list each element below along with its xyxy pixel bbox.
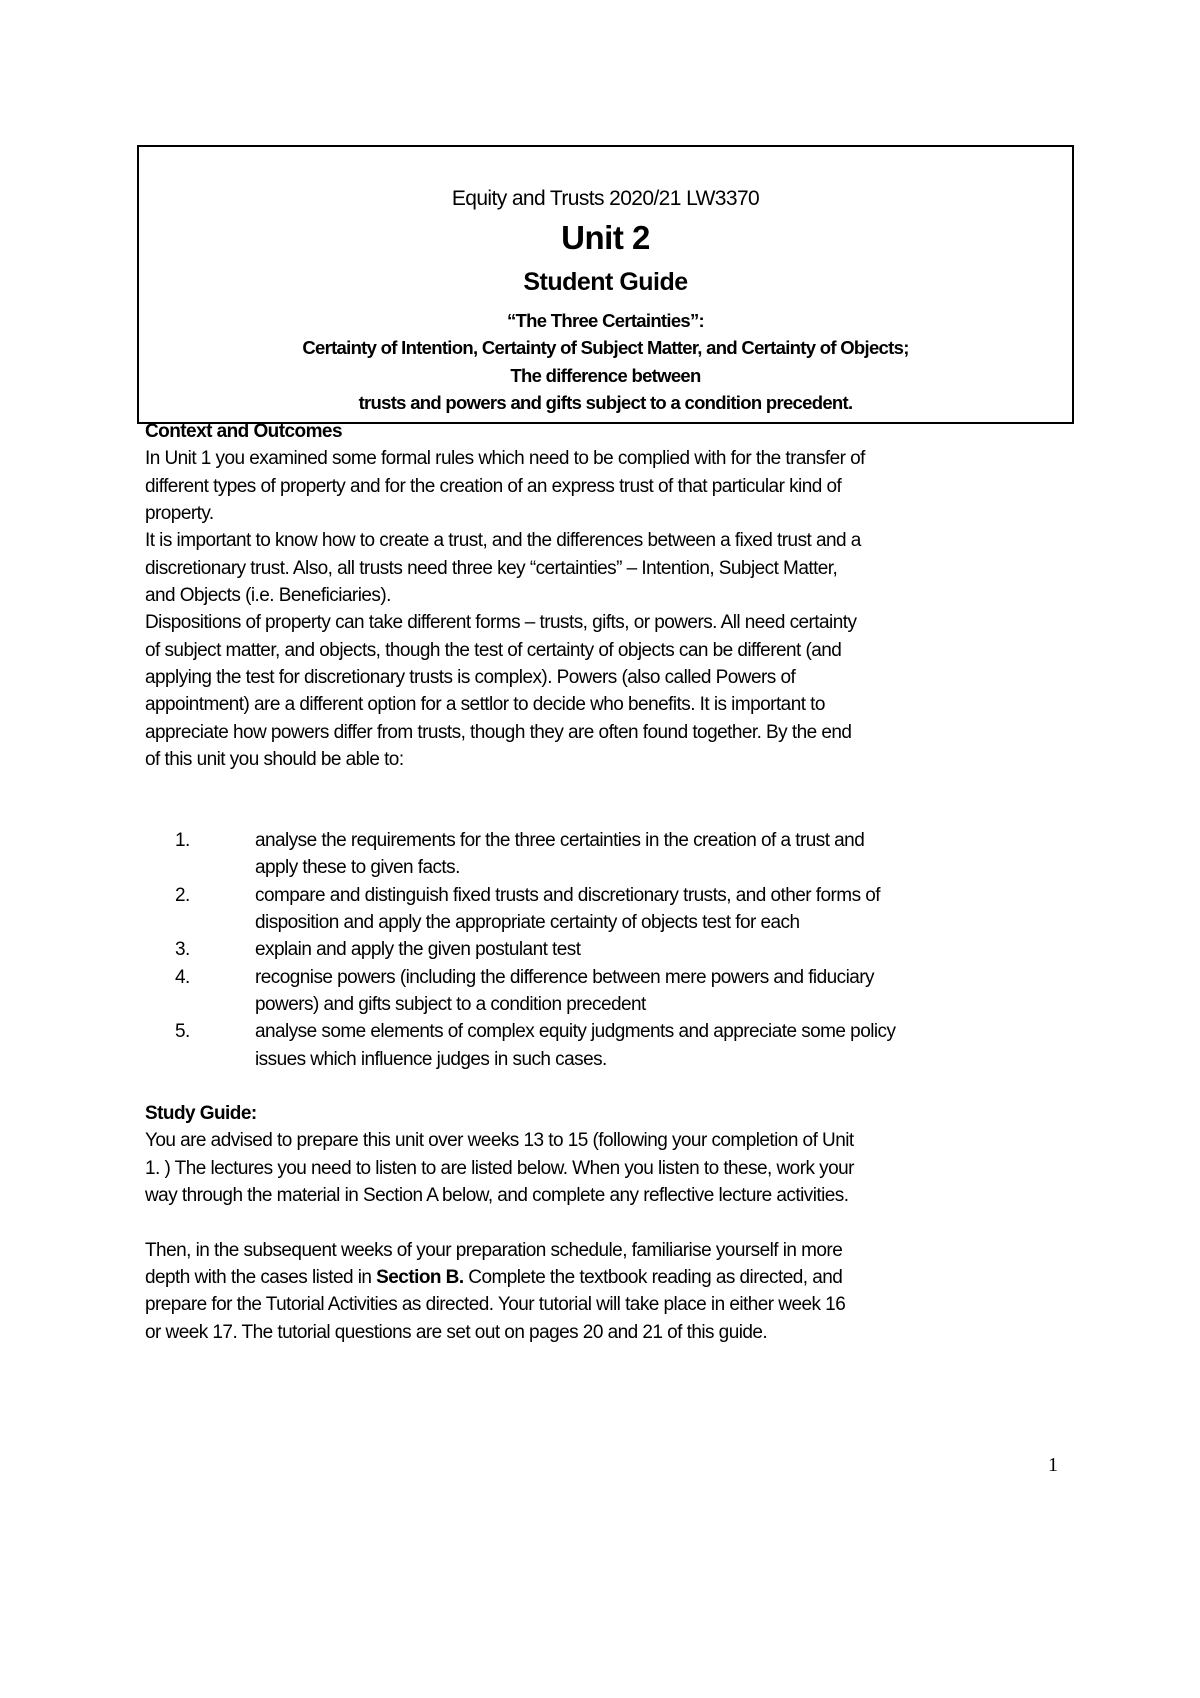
text-line: or week 17. The tutorial questions are set out on pages 20 and 21 of this guide. <box>145 1321 768 1343</box>
section-b-reference: Section B. <box>376 1267 464 1289</box>
list-item <box>145 882 895 937</box>
text-segment: depth with the cases listed in <box>145 1267 377 1289</box>
page-number: 1 <box>1048 1454 1058 1476</box>
text-line: applying the test for discretionary trusts is complex). Powers (also called Powers of <box>145 667 796 689</box>
text-line: Then, in the subsequent weeks of your preparation schedule, familiarise yourself in more <box>145 1239 843 1261</box>
list-text: issues which influence judges in such cases. <box>255 1048 607 1070</box>
list-number: 2. <box>175 884 190 906</box>
list-item <box>145 827 895 882</box>
list-number: 1. <box>175 830 190 851</box>
text-line: 1. ) The lectures you need to listen to are listed below. When you listen to these, work your <box>145 1157 854 1179</box>
text-line: and Objects (i.e. Beneficiaries). <box>145 585 391 607</box>
subtitle-line: “The Three Certainties”: <box>506 310 705 331</box>
study-guide-section <box>145 1100 854 1346</box>
list-text: disposition and apply the appropriate certainty of objects test for each <box>255 912 800 934</box>
list-number: 3. <box>175 939 190 961</box>
list-number: 5. <box>175 1021 190 1043</box>
list-text: recognise powers (including the difference between mere powers and fiduciary <box>255 966 874 988</box>
list-item <box>145 964 895 1019</box>
text-line: Dispositions of property can take different forms – trusts, gifts, or powers. All need certainty <box>145 612 857 634</box>
study-guide-heading: Study Guide: <box>145 1103 257 1124</box>
list-text: analyse some elements of complex equity judgments and appreciate some policy <box>255 1021 896 1043</box>
unit-title: Unit 2 <box>561 219 650 256</box>
text-line: appointment) are a different option for a settlor to decide who benefits. It is important to <box>145 694 825 716</box>
text-line: You are advised to prepare this unit over weeks 13 to 15 (following your completion of Unit <box>145 1130 854 1152</box>
text-line: different types of property and for the creation of an express trust of that particular kind of <box>145 475 842 497</box>
list-item <box>145 936 895 963</box>
text-line <box>145 1264 854 1291</box>
list-text: analyse the requirements for the three certainties in the creation of a trust and <box>255 830 865 851</box>
text-line: property. <box>145 503 214 525</box>
list-number: 4. <box>175 966 190 988</box>
context-heading: Context and Outcomes <box>145 421 342 442</box>
list-text: explain and apply the given postulant test <box>255 939 581 961</box>
context-section <box>145 418 865 773</box>
text-line: In Unit 1 you examined some formal rules which need to be complied with for the transfer of <box>145 448 865 470</box>
text-line: discretionary trust. Also, all trusts need three key “certainties” – Intention, Subject Matter, <box>145 557 838 579</box>
text-line: way through the material in Section A below, and complete any reflective lecture activities. <box>145 1185 849 1207</box>
subtitle-line: trusts and powers and gifts subject to a condition precedent. <box>358 392 853 413</box>
subtitle-line: Certainty of Intention, Certainty of Subject Matter, and Certainty of Objects; <box>302 337 909 358</box>
guide-title: Student Guide <box>523 268 688 296</box>
text-segment: Complete the textbook reading as directed, and <box>463 1267 843 1289</box>
title-box <box>137 145 1074 424</box>
subtitle-line: The difference between <box>510 365 701 386</box>
text-line: of subject matter, and objects, though the test of certainty of objects can be different (and <box>145 639 842 661</box>
text-line: appreciate how powers differ from trusts, though they are often found together. By the end <box>145 721 852 743</box>
list-item <box>145 1018 895 1073</box>
list-text: apply these to given facts. <box>255 857 460 879</box>
list-text: compare and distinguish fixed trusts and discretionary trusts, and other forms of <box>255 884 880 906</box>
outcomes-list <box>145 827 895 1073</box>
text-line: It is important to know how to create a trust, and the differences between a fixed trust and a <box>145 530 861 552</box>
text-line: of this unit you should be able to: <box>145 749 404 771</box>
list-text: powers) and gifts subject to a condition precedent <box>255 994 646 1016</box>
text-line: prepare for the Tutorial Activities as directed. Your tutorial will take place in either week 16 <box>145 1294 846 1316</box>
course-title: Equity and Trusts 2020/21 LW3370 <box>451 187 760 210</box>
